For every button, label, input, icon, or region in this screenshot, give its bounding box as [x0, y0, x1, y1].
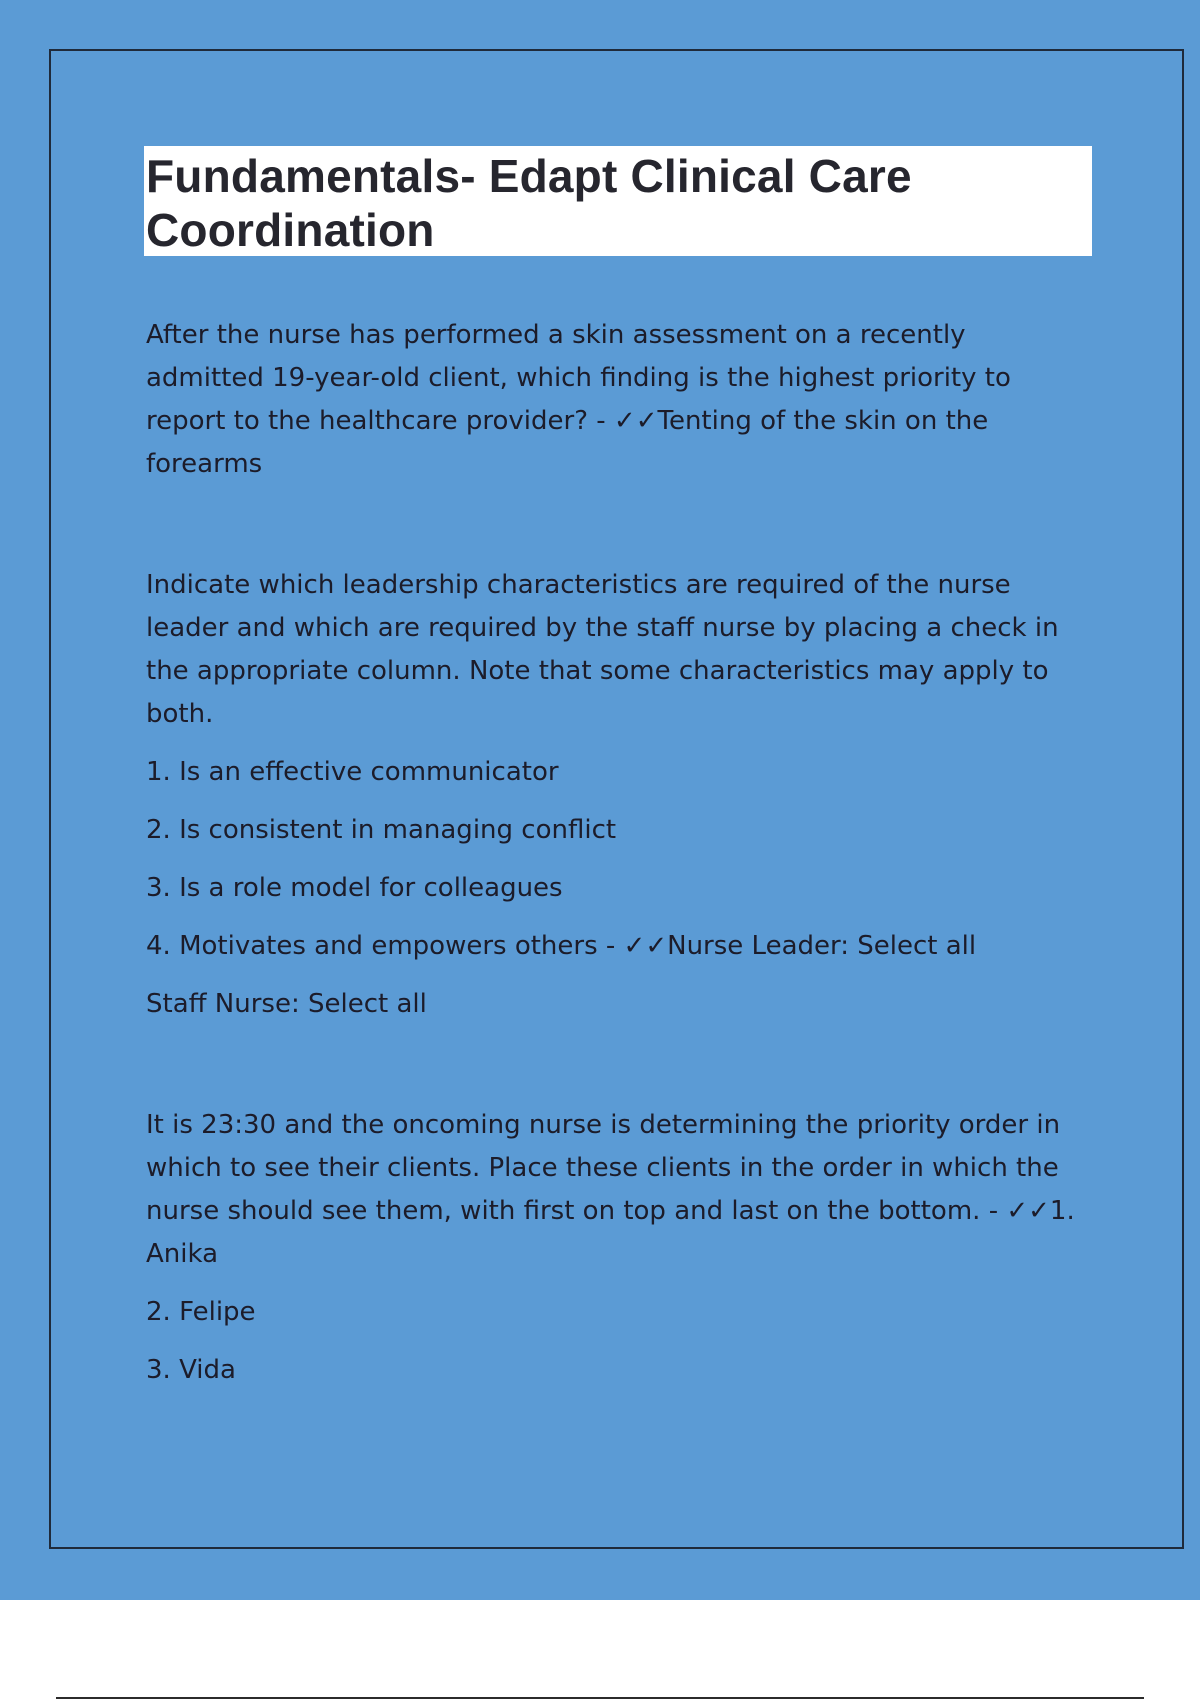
question-1: [146, 314, 1076, 486]
document-title: Fundamentals- Edapt Clinical Care Coordination: [146, 150, 912, 256]
bottom-divider: [56, 1697, 1144, 1699]
question-2-item-4: 4. Motivates and empowers others - ✓✓Nurse Leader: Select all: [146, 931, 977, 961]
title-box: [144, 146, 1092, 256]
question-1-text: After the nurse has performed a skin assessment on a recently admitted 19-year-old client, which finding is the highest priority to report to the healthcare provider? - ✓✓Tenting of the skin on the forearms: [146, 320, 1011, 479]
question-3: [146, 1104, 1076, 1392]
question-3-item-2: 3. Vida: [146, 1355, 236, 1385]
question-2: [146, 564, 1076, 1026]
question-2-item-3: 3. Is a role model for colleagues: [146, 873, 563, 903]
question-3-item-1: 2. Felipe: [146, 1297, 256, 1327]
question-2-item-5: Staff Nurse: Select all: [146, 989, 427, 1019]
question-2-item-2: 2. Is consistent in managing conflict: [146, 815, 617, 845]
question-2-item-1: 1. Is an effective communicator: [146, 757, 559, 787]
question-3-text: It is 23:30 and the oncoming nurse is determining the priority order in which to see their clients. Place these clients in the order in which the nurse should see them, with first on top and last on the bottom. - ✓✓1. Anika: [146, 1110, 1075, 1269]
question-2-text: Indicate which leadership characteristics are required of the nurse leader and which are required by the staff nurse by placing a check in the appropriate column. Note that some characteristics may apply to both.: [146, 570, 1059, 729]
